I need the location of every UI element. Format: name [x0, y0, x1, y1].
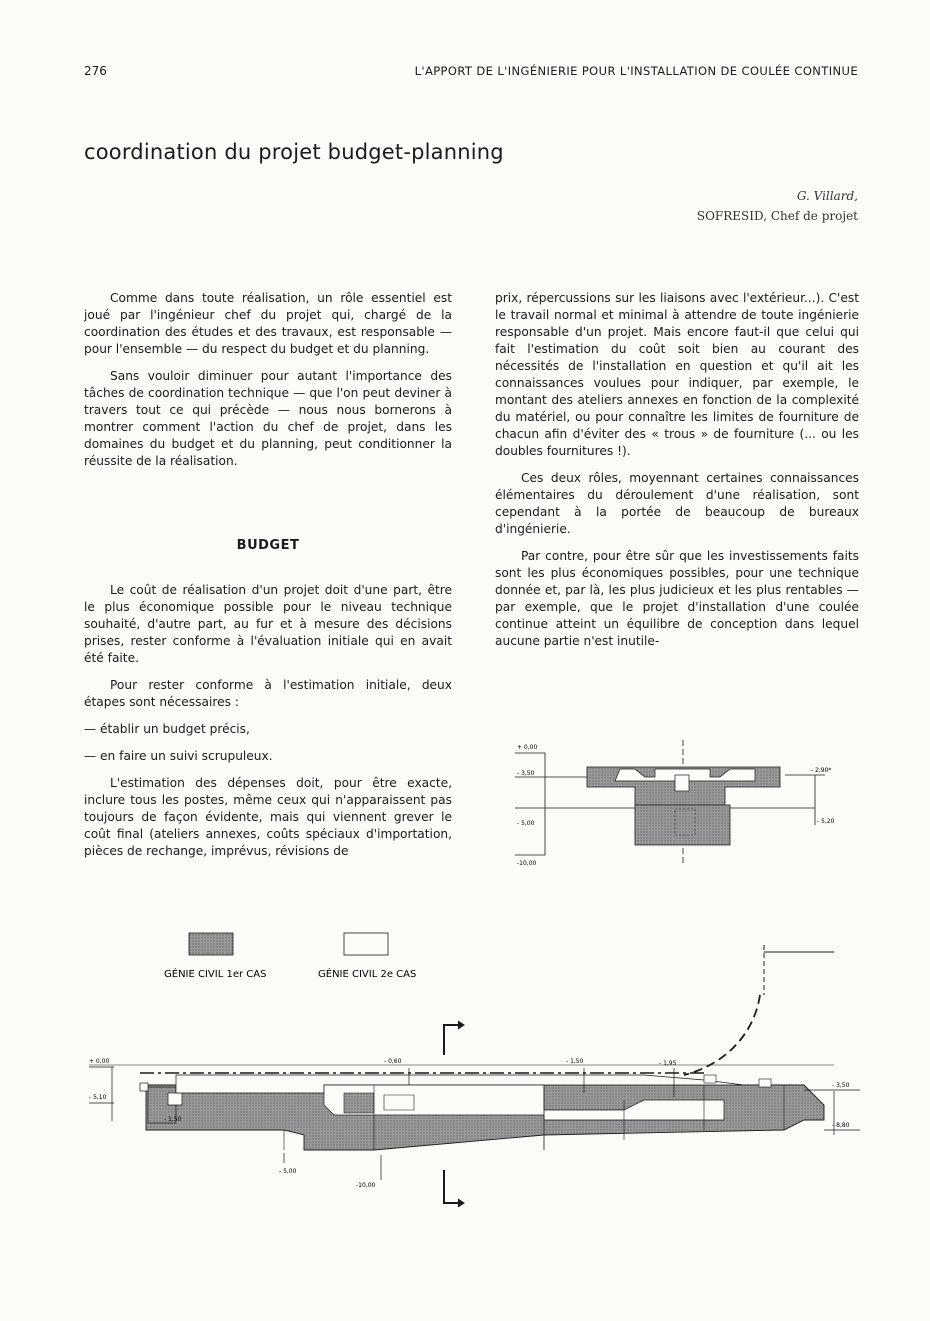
level-label: - 2,90*	[811, 767, 832, 774]
paragraph: Ces deux rôles, moyennant certaines connaissances élémentaires du déroulement d'une réalisation, sont cependant à la portée de beaucoup de bureaux d'ingénierie.	[495, 471, 859, 536]
paragraph: prix, répercussions sur les liaisons avec l'extérieur...). C'est le travail normal et minimal à attendre de toute ingénierie responsable d'un projet. Mais encore faut-il que celui qui fait l'estimation du coût soit bien au courant des nécessités de l'installation en question et qu'il ait les connaissances voulues pour indiquer, par exemple, le montant des ateliers annexes en fonction de la complexité du matériel, ou pour connaître les limites de fourniture de chacun afin d'éviter des « trous » de fourniture (... ou les doubles fournitures !).	[495, 291, 859, 458]
column-left-top	[84, 290, 452, 480]
paragraph: L'estimation des dépenses doit, pour être exacte, inclure tous les postes, même ceux qui n'apparaissent pas toujours de façon évidente, mais qui viennent grever le coût final (ateliers annexes, coûts spéciaux d'importation, pièces de rechange, imprévus, révisions de	[84, 776, 452, 858]
level-label: + 0,00	[89, 1058, 110, 1065]
level-label: - 3,50	[832, 1082, 850, 1089]
paragraph: Sans vouloir diminuer pour autant l'importance des tâches de coordination technique — que l'on peut deviner à travers tout ce qui précède — nous nous bornerons à montrer comment l'action du chef de projet, dans les domaines du budget et du planning, peut conditionner la réussite de la réalisation.	[84, 369, 452, 468]
level-label: - 5,10	[89, 1094, 107, 1101]
paragraph: Par contre, pour être sûr que les investissements faits sont les plus économiques possibles, pour une technique donnée et, par là, les plus judicieux et les plus rentables — par exemple, que le projet d'installation d'une coulée continue atteint un équilibre de conception dans lequel aucune partie n'est inutile-	[495, 549, 859, 648]
running-header: L'APPORT DE L'INGÉNIERIE POUR L'INSTALLATION DE COULÉE CONTINUE	[414, 64, 858, 78]
author-affiliation: SOFRESID, Chef de projet	[696, 209, 858, 223]
level-label: + 0,00	[517, 744, 538, 751]
list-item: — établir un budget précis,	[84, 722, 250, 736]
legend-label-case1: GÉNIE CIVIL 1er CAS	[164, 969, 267, 980]
legend-label-case2: GÉNIE CIVIL 2e CAS	[318, 969, 417, 980]
column-right	[495, 290, 859, 660]
paragraph: Pour rester conforme à l'estimation initiale, deux étapes sont nécessaires :	[84, 678, 452, 709]
longitudinal-section-figure	[84, 925, 860, 1215]
article-title: coordination du projet budget-planning	[84, 140, 504, 164]
level-label: - 1,95	[659, 1060, 677, 1067]
level-label: - 8,80	[832, 1122, 850, 1129]
author-name: G. Villard,	[796, 189, 858, 203]
list-item: — en faire un suivi scrupuleux.	[84, 749, 273, 763]
level-label: - 5,20	[817, 818, 835, 825]
level-label: - 5,00	[517, 820, 535, 827]
author-block	[697, 186, 858, 226]
column-left-bottom	[84, 582, 452, 870]
level-label: - 5,00	[279, 1168, 297, 1175]
section-heading: BUDGET	[236, 538, 300, 553]
paragraph: Comme dans toute réalisation, un rôle essentiel est joué par l'ingénieur chef du projet qui, chargé de la coordination des études et des travaux, est responsable — pour l'ensemble — du respect du budget et du planning.	[84, 291, 452, 356]
paragraph: Le coût de réalisation d'un projet doit d'une part, être le plus économique possible pour le niveau technique souhaité, d'autre part, au fur et à mesure des décisions prises, rester conforme à l'évaluation initiale qui en avait été faite.	[84, 583, 452, 665]
level-label: -10,00	[517, 860, 537, 867]
level-label: - 1,50	[566, 1058, 584, 1065]
legend-swatch-case2	[344, 933, 388, 955]
level-label: - 0,60	[384, 1058, 402, 1065]
level-label: - 3,50	[517, 770, 535, 777]
level-label: -10,00	[356, 1182, 376, 1189]
level-label: - 1,50	[164, 1116, 182, 1123]
legend-swatch-case1	[189, 933, 233, 955]
cross-section-figure	[505, 735, 855, 875]
page-number: 276	[84, 64, 107, 78]
